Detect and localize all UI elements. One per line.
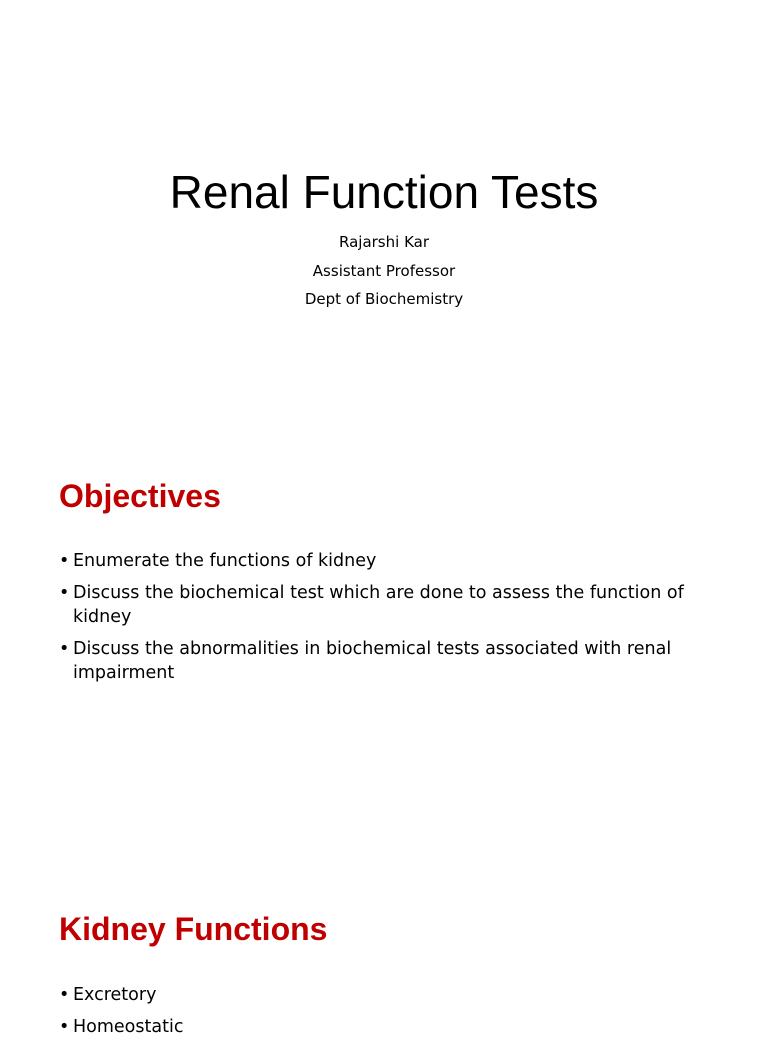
list-item: • Discuss the abnormalities in biochemical tests associated with renal impairment xyxy=(59,637,719,685)
objectives-list xyxy=(59,549,719,693)
list-item: • Homeostatic xyxy=(59,1015,719,1039)
kidney-functions-heading: Kidney Functions xyxy=(59,911,328,947)
list-item: • Discuss the biochemical test which are done to assess the function of kidney xyxy=(59,581,719,629)
slide-title: Renal Function Tests xyxy=(169,166,599,218)
list-item: • Excretory xyxy=(59,983,719,1007)
author-department: Dept of Biochemistry xyxy=(304,290,464,308)
list-item: • Enumerate the functions of kidney xyxy=(59,549,719,573)
kidney-functions-list xyxy=(59,983,719,1047)
objectives-heading: Objectives xyxy=(59,478,221,514)
author-position: Assistant Professor xyxy=(312,261,456,280)
author-name: Rajarshi Kar xyxy=(339,233,429,251)
